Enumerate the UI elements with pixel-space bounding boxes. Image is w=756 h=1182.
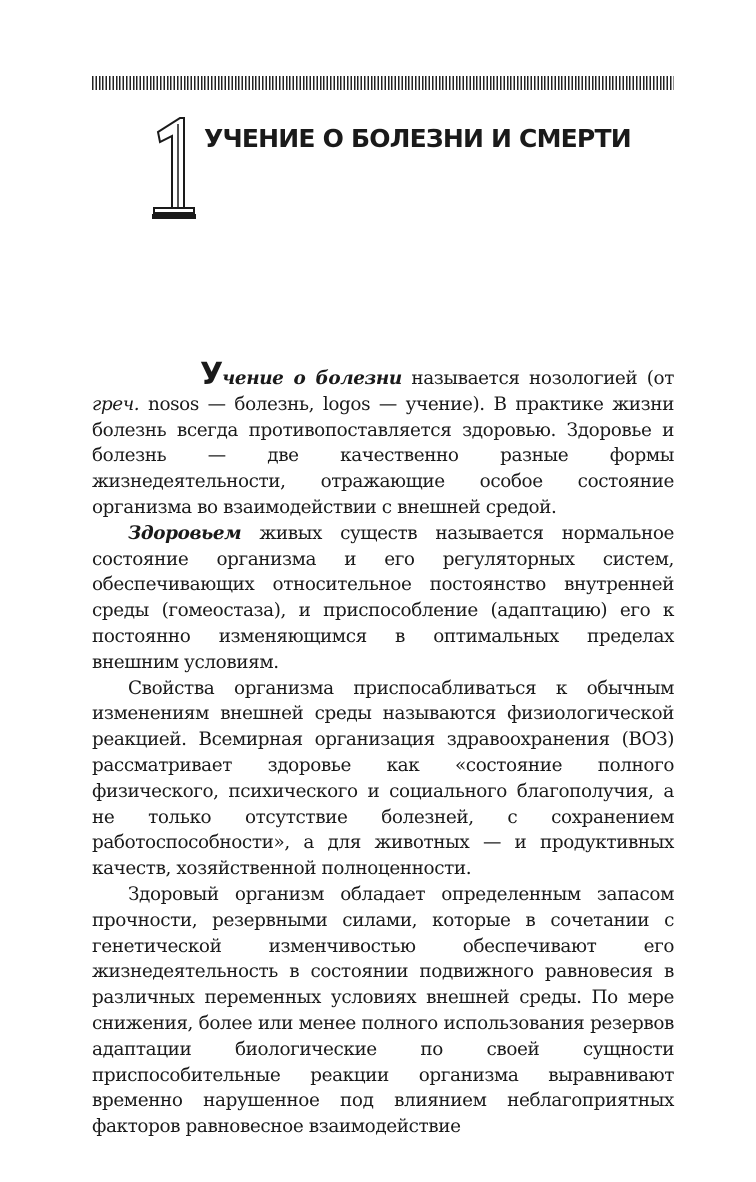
- paragraph-1: [92, 357, 674, 521]
- paragraph-1-text-b: nosos — болезнь, logos — учение). В практике жизни болезнь всегда противопоставляется здоровью. Здоровье и болезнь — две качественно разные формы жизнедеятельности, отражающие особое состояние организма во взаимодействии с внешней средой.: [92, 393, 674, 518]
- term-nosology: чение о болезни: [222, 368, 402, 389]
- chapter-number: [150, 116, 196, 220]
- drop-cap: У: [200, 357, 223, 392]
- paragraph-2-text: живых существ называется нормальное состояние организма и его регуляторных систем, обеспечивающих относительное постоянство внутренней среды (гомеостаза), и приспособление (адаптацию) его к постоянно изменяющимся в оптимальных пределах внешним условиям.: [92, 522, 674, 673]
- paragraph-2: [92, 521, 674, 676]
- paragraph-1-text-a: называется нозологией (от: [401, 368, 674, 389]
- chapter-title: УЧЕНИЕ О БОЛЕЗНИ И СМЕРТИ: [204, 124, 631, 153]
- italic-greek-abbrev: греч.: [92, 393, 140, 415]
- paragraph-3: Свойства организма приспосабливаться к обычным изменениям внешней среды называются физиологической реакцией. Всемирная организация здравоохранения (ВОЗ) рассматривает здоровье как «состояние полного физического, психического и социального благополучия, а не только отсутствие болезней, с сохранением работоспособности», а для животных — и продуктивных качеств, хозяйственной полноценности.: [92, 677, 674, 880]
- paragraph-4: Здоровый организм обладает определенным запасом прочности, резервными силами, которые в сочетании с генетической изменчивостью обеспечивают его жизнедеятельность в состоянии подвижного равновесия в различных переменных условиях внешней среды. По мере снижения, более или менее полного использования резервов адаптации биологические по своей сущности приспособительные реакции организма выравнивают временно нарушенное под влиянием неблагоприятных факторов равновесное взаимодействие: [92, 883, 674, 1138]
- body-text: [92, 357, 674, 1140]
- top-ornament-rule: [92, 76, 674, 90]
- term-health: Здоровьем: [128, 522, 242, 544]
